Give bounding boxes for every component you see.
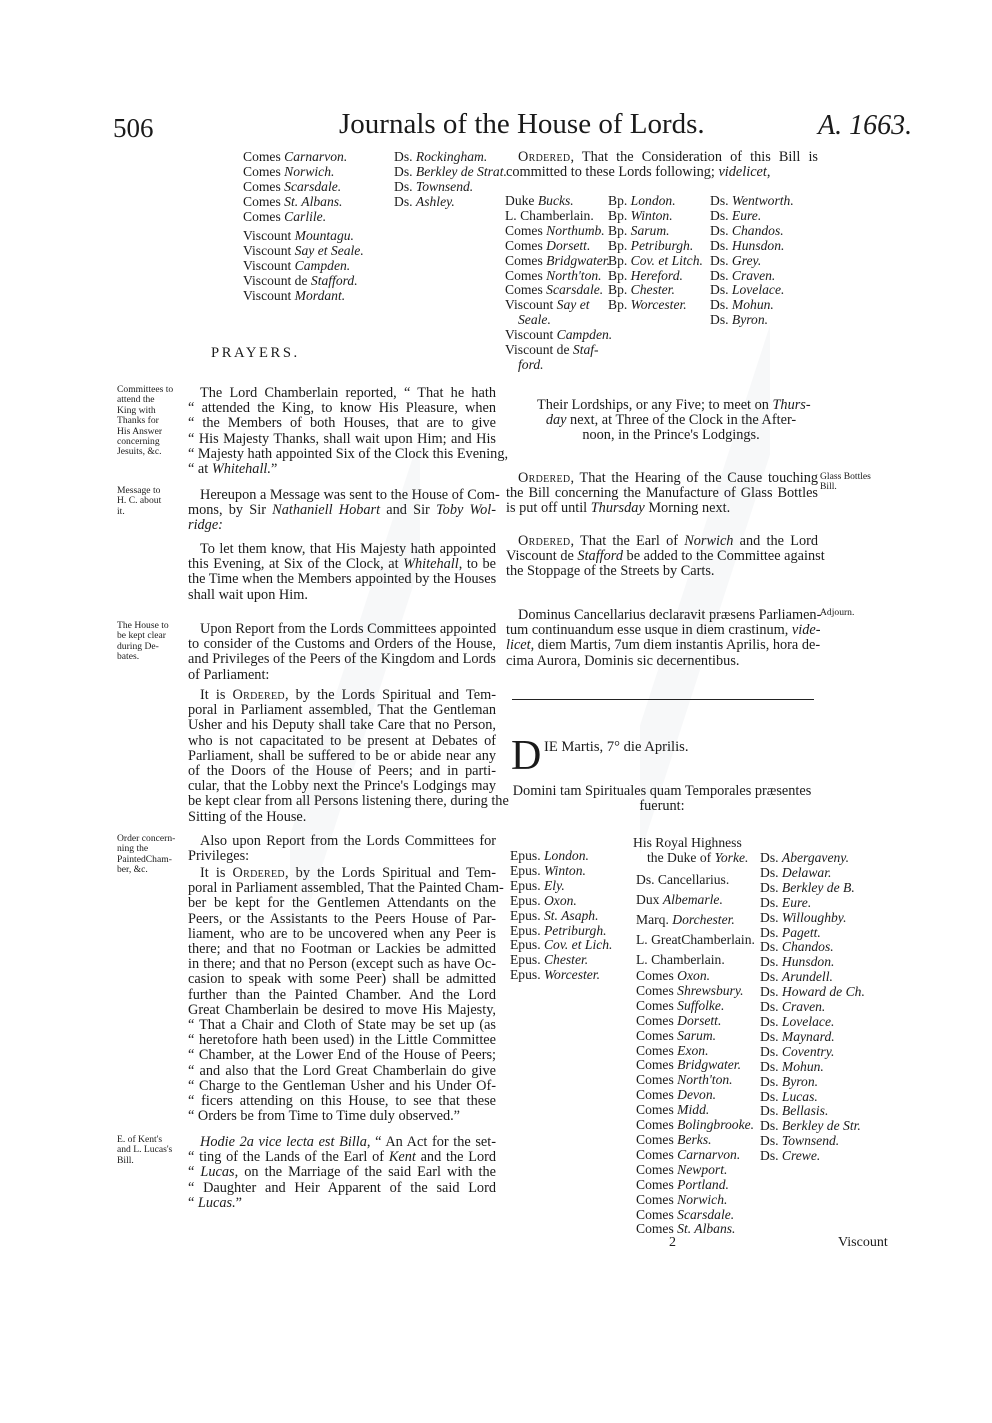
text-line: Ordered, That the Hearing of the Cause touching <box>518 470 818 486</box>
sidenote-line: Bill. <box>117 1154 134 1166</box>
list-entry: Ds. Abergaveny. <box>760 850 849 865</box>
list-entry: Comes Carlile. <box>243 208 327 224</box>
sidenote-adjourn <box>820 608 854 618</box>
list-entry: Duke Bucks. <box>505 193 574 208</box>
list-entry: Epus. Worcester. <box>510 967 600 983</box>
sidenote-line: Committees to <box>117 384 174 395</box>
sidenote-line: Order concern- <box>117 833 176 844</box>
list-entry: Ds. Berkley de Strat. <box>394 163 507 179</box>
list-entry: Viscount Campden. <box>505 327 613 343</box>
text-line: to consider of the Customs and Orders of the House, <box>188 636 496 653</box>
list-entry: Comes Dorsett. <box>636 1012 722 1028</box>
list-entry: Comes Devon. <box>636 1087 717 1103</box>
signature-mark: 2 <box>669 1235 676 1250</box>
text-line: cima Aurora, Dominis sic decernentibus. <box>506 652 740 669</box>
text-line: in there; and that no Person (except such as have Oc- <box>188 956 496 973</box>
text-line: Sitting of the House. <box>188 808 307 825</box>
list-entry: Bp. Worcester. <box>608 297 687 313</box>
para-consideration-order <box>506 150 818 180</box>
para-message <box>188 487 500 534</box>
section-divider <box>512 699 814 700</box>
list-entry: Comes Shrewsbury. <box>636 982 744 998</box>
text-line: the Bill concerning the Manufacture of Glass Bottles <box>506 485 818 502</box>
list-entry: Epus. Petriburgh. <box>510 922 607 938</box>
list-entry: Bp. Winton. <box>608 207 673 223</box>
prayers-heading: PRAYERS. <box>211 345 300 361</box>
text-line: Hereupon a Message was sent to the House of Com- <box>200 487 500 503</box>
text-line: of the Doors of the House of Peers; and in parti- <box>188 763 496 780</box>
list-entry: L. Chamberlain. <box>505 207 594 223</box>
text-line: licet, diem Martis, 7um diem instantis Aprilis, hora de- <box>506 637 821 654</box>
list-entry: Viscount Campden. <box>243 257 351 273</box>
sidenote-line: be kept clear <box>117 630 167 642</box>
sidenote-line: H. C. about <box>117 495 162 507</box>
text-line: Usher and his Deputy shall take Care that no Person, <box>188 717 496 734</box>
text-line: ber be kept for the Gentlemen Attendants on the <box>188 895 496 912</box>
page-title: Journals of the House of Lords. <box>339 108 705 140</box>
text-line: “ Orders be from Time to Time duly observed.” <box>188 1108 461 1125</box>
list-entry: Comes Suffolke. <box>636 997 725 1013</box>
list-entry: Comes Norwich. <box>636 1191 728 1207</box>
list-entry: Epus. Chester. <box>510 952 589 968</box>
para-kent-lucas-bill <box>188 1135 496 1211</box>
list-entry: Ds. Howard de Ch. <box>760 984 865 1000</box>
sidenote-line: Bill. <box>820 481 837 493</box>
text-line: Hodie 2a vice lecta est Billa, “ An Act for the set- <box>200 1134 496 1150</box>
list-entry: Epus. London. <box>510 848 589 863</box>
list-entry: Bp. Petriburgh. <box>608 237 694 253</box>
left-list-viscounts <box>243 229 364 304</box>
list-entry: Epus. Oxon. <box>510 892 577 908</box>
left-list-barons <box>394 150 507 210</box>
sidenote-line: bates. <box>117 651 140 663</box>
list-entry: Ds. Maynard. <box>760 1028 835 1044</box>
text-line: cular, that the Lobby next the Prince's Lodgings may <box>188 778 496 795</box>
text-line: further than the Painted Chamber. And the Lord <box>188 986 496 1003</box>
list-entry: Ds. Chandos. <box>760 939 834 955</box>
list-entry: Viscount de Stafford. <box>243 272 358 288</box>
committee-col-barons <box>710 194 794 328</box>
present-barons <box>760 851 865 1164</box>
domini-present <box>506 784 818 814</box>
sidenote-message <box>117 486 161 517</box>
sidenote-line: concerning <box>117 436 160 448</box>
para-order-painted-chamber <box>188 865 504 1125</box>
list-entry: Ds. Rockingham. <box>394 149 488 164</box>
text-line: “ Majesty hath appointed Six of the Clock this Evening, <box>188 445 509 462</box>
text-line: “ Lucas, on the Marriage of the said Earl with the <box>188 1164 497 1181</box>
sidenote-kent-lucas <box>117 1135 172 1166</box>
date-heading: IE Martis, 7° die Aprilis. <box>544 739 689 755</box>
list-entry: L. Chamberlain. <box>636 952 725 967</box>
list-entry: Ds. Cancellarius. <box>636 872 730 887</box>
text-line: Also upon Report from the Lords Committees for <box>200 833 496 849</box>
present-officers <box>636 870 755 970</box>
text-line: It is Ordered, by the Lords Spiritual and Tem- <box>200 865 497 881</box>
sidenote-line: King with <box>117 404 156 416</box>
para-chamberlain-report <box>188 385 509 478</box>
list-entry: Epus. St. Asaph. <box>510 907 599 923</box>
list-entry: Epus. Ely. <box>510 877 565 893</box>
text-line: tum continuandum esse usque in diem crastinum, vide- <box>506 622 821 639</box>
text-line: “ and also that the Lord Great Chamberlain do give <box>188 1062 496 1079</box>
sidenote-line: attend the <box>117 394 155 406</box>
sidenote-line: Message to <box>117 485 161 496</box>
text-line: “ Daughter and Heir Apparent of the said Lord <box>188 1179 496 1196</box>
text-line: poral in Parliament assembled, That the Painted Cham- <box>188 880 504 897</box>
sidenote-line: E. of Kent's <box>117 1134 163 1145</box>
list-entry: ford. <box>518 356 544 372</box>
list-entry: Ds. Ashley. <box>394 193 455 209</box>
sidenote-line: ning the <box>117 843 149 855</box>
text-line: mons, by Sir Nathaniell Hobart and Sir Toby Wol- <box>188 502 496 519</box>
text-line: The Lord Chamberlain reported, “ That he hath <box>200 385 496 401</box>
sidenote-line: during De- <box>117 640 159 652</box>
sidenote-line: His Answer <box>117 425 163 437</box>
text-line: Ordered, That the Consideration of this Bill is <box>518 149 818 165</box>
text-line: the Stoppage of the Streets by Carts. <box>506 563 715 580</box>
text-line: noon, in the Prince's Lodgings. <box>582 427 760 444</box>
para-norwich-stafford-order <box>506 533 825 580</box>
text-line: Great Chamberlain be desired to move His Majesty, <box>188 1001 496 1018</box>
list-entry: Comes St. Albans. <box>636 1221 736 1237</box>
list-entry: Seale. <box>518 312 551 328</box>
list-entry: Bp. Hereford. <box>608 267 683 283</box>
list-entry: Comes Portland. <box>636 1176 729 1192</box>
list-entry: L. GreatChamberlain. <box>636 932 755 947</box>
text-line: To let them know, that His Majesty hath appointed <box>200 541 496 557</box>
list-entry: His Royal Highness <box>633 835 742 850</box>
list-entry: Ds. Bellasis. <box>760 1103 829 1119</box>
page-number: 506 <box>113 113 154 143</box>
para-glass-bottles-order <box>506 471 818 517</box>
text-line: day next, at Three of the Clock in the After- <box>545 412 797 429</box>
text-line: who is not capacitated to be present at Debates of <box>188 732 496 749</box>
list-entry: Bp. Sarum. <box>608 222 670 238</box>
sidenote-line: ber, &c. <box>117 864 148 876</box>
text-line: “ Charge to the Gentleman Usher and his Under Of- <box>188 1077 496 1094</box>
list-entry: the Duke of Yorke. <box>647 849 749 865</box>
sidenote-line: Glass Bottles <box>820 471 871 482</box>
list-entry: Comes Bridgwater. <box>505 252 610 268</box>
list-entry: Ds. Coventry. <box>760 1043 835 1059</box>
list-entry: Viscount Say et <box>505 297 590 313</box>
list-entry: Ds. Lovelace. <box>710 282 785 298</box>
sidenote-line: it. <box>117 505 125 517</box>
page-year: A. 1663. <box>818 110 913 141</box>
text-line: liament, who are to be uncovered when any Peer is <box>188 925 496 942</box>
left-list-comites <box>243 150 347 225</box>
text-line: “ ficers attending on this House, to see that these <box>188 1093 496 1110</box>
text-line: casion to speak with some Peer) shall be admitted <box>188 971 496 988</box>
text-line: shall wait upon Him. <box>188 586 308 603</box>
present-bishops <box>510 849 612 983</box>
list-entry: Comes Carnarvon. <box>243 149 348 164</box>
text-line: Their Lordships, or any Five; to meet on Thurs- <box>537 397 811 413</box>
text-line: Ordered, That the Earl of Norwich and the Lord <box>518 533 819 549</box>
list-entry: Ds. Townsend. <box>394 178 474 194</box>
text-line: Upon Report from the Lords Committees appointed <box>200 621 497 637</box>
present-comites <box>636 969 754 1237</box>
text-line: is put off until Thursday Morning next. <box>506 500 731 517</box>
list-entry: Ds. Arundell. <box>760 969 833 985</box>
list-entry: Epus. Winton. <box>510 862 586 878</box>
text-line: “ ting of the Lands of the Earl of Kent and the Lord <box>188 1149 496 1166</box>
text-line: ridge: <box>188 517 223 534</box>
list-entry: Comes Exon. <box>636 1042 709 1058</box>
list-entry: Ds. Craven. <box>760 999 826 1015</box>
list-entry: Ds. Grey. <box>710 252 762 268</box>
committee-col-bishops <box>608 194 703 313</box>
text-line: Peers, or the Assistants to the Peers House of Par- <box>188 910 496 927</box>
list-entry: Ds. Craven. <box>710 267 776 283</box>
list-entry: Bp. Cov. et Litch. <box>608 252 703 268</box>
present-royal <box>633 836 748 866</box>
text-line: “ That a Chair and Cloth of State may be set up (as <box>188 1017 496 1034</box>
sidenote-house-clear <box>117 621 169 663</box>
list-entry: Ds. Hunsdon. <box>710 237 785 253</box>
text-line: “ His Majesty Thanks, shall wait upon Him; and His <box>188 430 496 447</box>
text-line: “ attended the King, to know His Pleasure, when <box>188 400 496 417</box>
list-entry: Dux Albemarle. <box>636 892 723 907</box>
list-entry: Ds. Hunsdon. <box>760 954 835 970</box>
committee-col-temporal <box>505 194 612 373</box>
list-entry: Ds. Chandos. <box>710 222 784 238</box>
list-entry: Viscount de Staf- <box>505 342 599 358</box>
para-lordships-meet <box>525 398 817 444</box>
text-line: poral in Parliament assembled, That the Gentleman <box>188 702 496 719</box>
list-entry: Ds. Delawar. <box>760 864 832 880</box>
list-entry: Ds. Byron. <box>760 1073 819 1089</box>
sidenote-line: The House to <box>117 620 169 631</box>
text-line: there; and that no Footman or Lackies be admitted <box>188 941 496 958</box>
list-entry: Comes Sarum. <box>636 1027 717 1043</box>
text-line: Parliament, shall be suffered to be or abide near any <box>188 747 496 764</box>
text-line: Dominus Cancellarius declaravit præsens Parliamen- <box>518 607 822 623</box>
text-line: “ the Members of both Houses, that are to give <box>188 415 496 432</box>
para-privileges <box>188 834 496 864</box>
list-entry: Ds. Berkley de Str. <box>760 1118 861 1134</box>
list-entry: Ds. Crewe. <box>760 1148 821 1164</box>
sidenote-painted-chamber <box>117 834 175 876</box>
list-entry: Comes Northumb. <box>505 222 605 238</box>
text-line: Viscount de Stafford be added to the Committee against <box>506 548 825 565</box>
list-entry: Viscount Say et Seale. <box>243 242 364 258</box>
para-order-usher <box>188 687 509 825</box>
list-entry: Comes Newport. <box>636 1161 728 1177</box>
text-line: “ at Whitehall.” <box>188 461 278 478</box>
text-line: Privileges: <box>188 848 250 865</box>
sidenote-line: Adjourn. <box>820 607 855 618</box>
list-entry: Comes North'ton. <box>636 1072 733 1088</box>
list-entry: Ds. Eure. <box>760 894 812 910</box>
list-entry: Ds. Berkley de B. <box>760 879 855 895</box>
list-entry: Ds. Lovelace. <box>760 1013 835 1029</box>
list-entry: Comes Berks. <box>636 1131 712 1147</box>
list-entry: Comes Carnarvon. <box>636 1146 741 1162</box>
list-entry: Ds. Pagett. <box>760 924 821 940</box>
sidenote-line: Jesuits, &c. <box>117 446 162 458</box>
list-entry: Viscount Mordant. <box>243 287 346 303</box>
sidenote-committees <box>117 385 173 458</box>
list-entry: Ds. Willoughby. <box>760 909 847 925</box>
list-entry: Comes Scarsdale. <box>636 1206 735 1222</box>
list-entry: Ds. Lucas. <box>760 1088 818 1104</box>
list-entry: Viscount Mountagu. <box>243 228 354 243</box>
list-entry: Comes Oxon. <box>636 968 711 983</box>
list-entry: Comes Scarsdale. <box>243 178 342 194</box>
list-entry: Bp. Chester. <box>608 282 675 298</box>
para-let-them-know <box>188 542 496 603</box>
list-entry: Ds. Byron. <box>710 312 769 328</box>
list-entry: Comes North'ton. <box>505 267 602 283</box>
text-line: this Evening, at Six of the Clock, at Whitehall, to be <box>188 556 496 573</box>
text-line: fuerunt: <box>639 798 685 815</box>
list-entry: Bp. London. <box>608 193 676 208</box>
list-entry: Comes Norwich. <box>243 163 335 179</box>
list-entry: Epus. Cov. et Lich. <box>510 937 613 953</box>
sidenote-glass-bottles <box>820 472 871 493</box>
text-line: It is Ordered, by the Lords Spiritual and Tem- <box>200 687 497 703</box>
list-entry: Comes Dorsett. <box>505 237 591 253</box>
sidenote-line: PaintedCham- <box>117 853 172 865</box>
text-line: the Time when the Members appointed by the Houses <box>188 571 497 588</box>
sidenote-line: and L. Lucas's <box>117 1144 173 1156</box>
list-entry: Comes Midd. <box>636 1102 710 1118</box>
text-line: be kept clear from all Persons listening there, during the <box>188 793 509 810</box>
list-entry: Comes Bridgwater. <box>636 1057 741 1073</box>
list-entry: Ds. Mohun. <box>760 1058 824 1074</box>
list-entry: Marq. Dorchester. <box>636 912 735 927</box>
list-entry: Comes St. Albans. <box>243 193 343 209</box>
catchword: Viscount <box>838 1235 888 1250</box>
sidenote-line: Thanks for <box>117 415 159 427</box>
para-lords-committees-report <box>188 622 496 683</box>
list-entry: Ds. Wentworth. <box>710 193 794 208</box>
text-line: and Privileges of the Peers of the Kingdom and Lords <box>188 651 496 668</box>
list-entry: Comes Scarsdale. <box>505 282 604 298</box>
text-line: of Parliament: <box>188 666 270 683</box>
text-line: Domini tam Spirituales quam Temporales præsentes <box>512 783 812 799</box>
list-entry: Ds. Townsend. <box>760 1133 840 1149</box>
text-line: “ heretofore hath been used) in the Little Committee <box>188 1032 496 1049</box>
drop-cap: D <box>511 733 542 779</box>
list-entry: Ds. Mohun. <box>710 297 774 313</box>
text-line: “ Chamber, at the Lower End of the House of Peers; <box>188 1047 496 1064</box>
list-entry: Comes Bolingbrooke. <box>636 1117 755 1133</box>
para-adjournment <box>506 607 822 669</box>
text-line: “ Lucas.” <box>188 1194 243 1211</box>
list-entry: Ds. Eure. <box>710 207 762 223</box>
text-line: committed to these Lords following; videlicet, <box>506 164 771 181</box>
